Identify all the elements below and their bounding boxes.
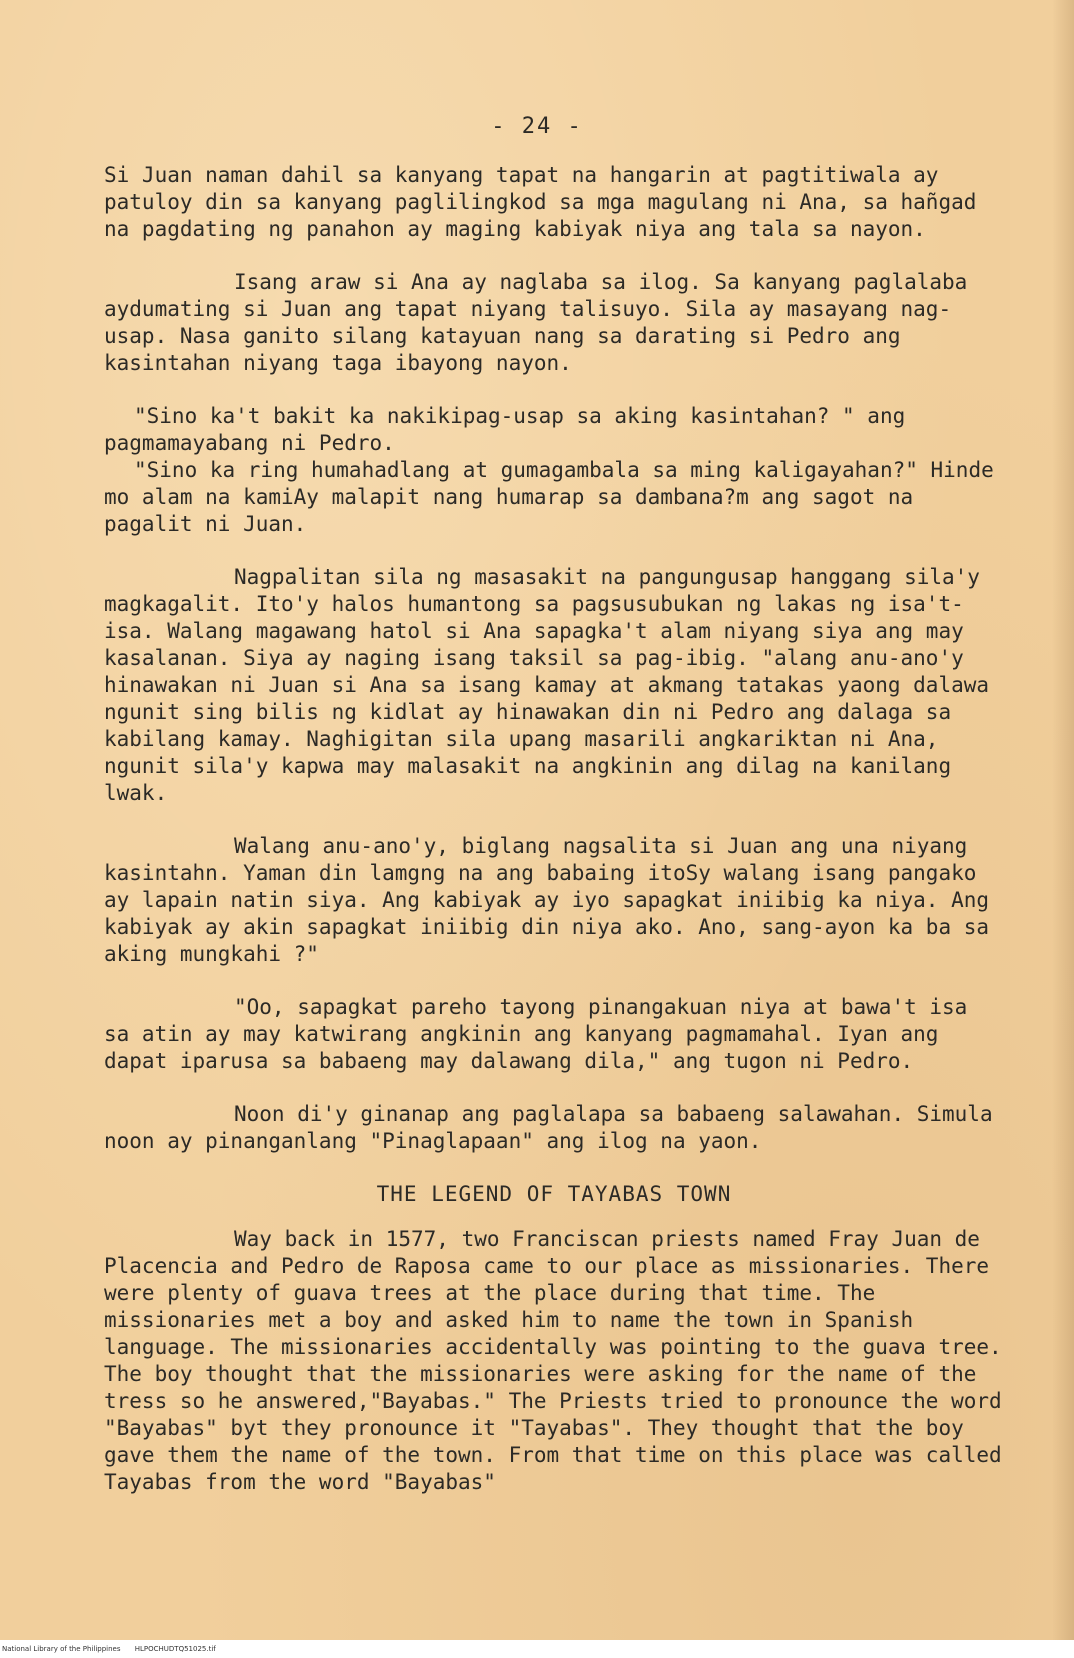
footer-institution: National Library of the Philippines xyxy=(2,1645,121,1653)
paragraph-4: "Sino ka ring humahadlang at gumagambala sa ming kaligayahan?" Hinde mo alam na kamiAy malapit nang humarap sa dambana?m ang sagot na pagalit ni Juan. xyxy=(104,458,1007,536)
page-edge-shadow xyxy=(1052,0,1074,1640)
paragraph-2: Isang araw si Ana ay naglaba sa ilog. Sa kanyang paglalaba aydumating si Juan ang tapat niyang talisuyo. Sila ay masayang nag-usap. Nasa ganito silang katayuan nang sa darating si Pedro ang kasintahan niyang taga ibayong nayon. xyxy=(104,270,980,375)
paragraph-8: Noon di'y ginanap ang paglalapa sa babaeng salawahan. Simula noon ay pinanganlang "Pinaglapaan" ang ilog na yaon. xyxy=(104,1102,1006,1153)
paragraph-6: Walang anu-ano'y, biglang nagsalita si Juan ang una niyang kasintahn. Yaman din lamgng na ang babaing itoSy walang isang pangako ay lapain natin siya. Ang kabiyak ay iyo sapagkat iniibig ka niya. Ang kabiyak ay akin sapagkat iniibig din niya ako. Ano, sang-ayon ka ba sa aking mungkahi ?" xyxy=(104,834,1002,966)
section-body: Way back in 1577, two Franciscan priests named Fray Juan de Placencia and Pedro de Raposa came to our place as missionaries. There were plenty of guava trees at the place during that time. The missionaries met a boy and asked him to name the town in Spanish language. The missionaries accidentally was pointing to the guava tree. The boy thought that the missionaries were asking for the name of the tress so he answered,"Bayabas." The Priests tried to pronounce the word "Bayabas" byt they pronounce it "Tayabas". They thought that the boy gave them the name of the town. From that time on this place was called Tayabas from the word "Bayabas" xyxy=(104,1227,1015,1494)
scan-footer xyxy=(0,1640,1074,1658)
paragraph-5: Nagpalitan sila ng masasakit na pangungusap hanggang sila'y magkagalit. Ito'y halos humantong sa pagsusubukan ng lakas ng isa't-isa. Walang magawang hatol si Ana sapagka't alam niyang siya ang may kasalanan. Siya ay naging isang taksil sa pag-ibig. "alang anu-ano'y hinawakan ni Juan si Ana sa isang kamay at akmang tatakas yaong dalawa ngunit sing bilis ng kidlat ay hinawakan din ni Pedro ang dalaga sa kabilang kamay. Naghigitan sila upang masarili angkariktan ni Ana, ngunit sila'y kapwa may malasakit na angkinin ang dilag na kanilang lwak. xyxy=(104,565,1002,805)
paragraph-7: "Oo, sapagkat pareho tayong pinangakuan niya at bawa't isa sa atin ay may katwirang angkinin ang kanyang pagmamahal. Iyan ang dapat iparusa sa babaeng may dalawang dila," ang tugon ni Pedro. xyxy=(104,995,980,1073)
section-heading: THE LEGEND OF TAYABAS TOWN xyxy=(376,1182,732,1206)
document-body xyxy=(104,162,1015,1522)
paragraph-1: Si Juan naman dahil sa kanyang tapat na hangarin at pagtitiwala ay patuloy din sa kanyang paglilingkod sa mga magulang ni Ana, sa hañgad na pagdating ng panahon ay maging kabiyak niya ang tala sa nayon. xyxy=(104,163,990,241)
page-number: - 24 - xyxy=(491,114,583,139)
paragraph-3: "Sino ka't bakit ka nakikipag-usap sa aking kasintahan? " ang pagmamayabang ni Pedro. xyxy=(104,404,918,455)
footer-file: HLPOCHUDTQ51025.tif xyxy=(134,1645,216,1653)
